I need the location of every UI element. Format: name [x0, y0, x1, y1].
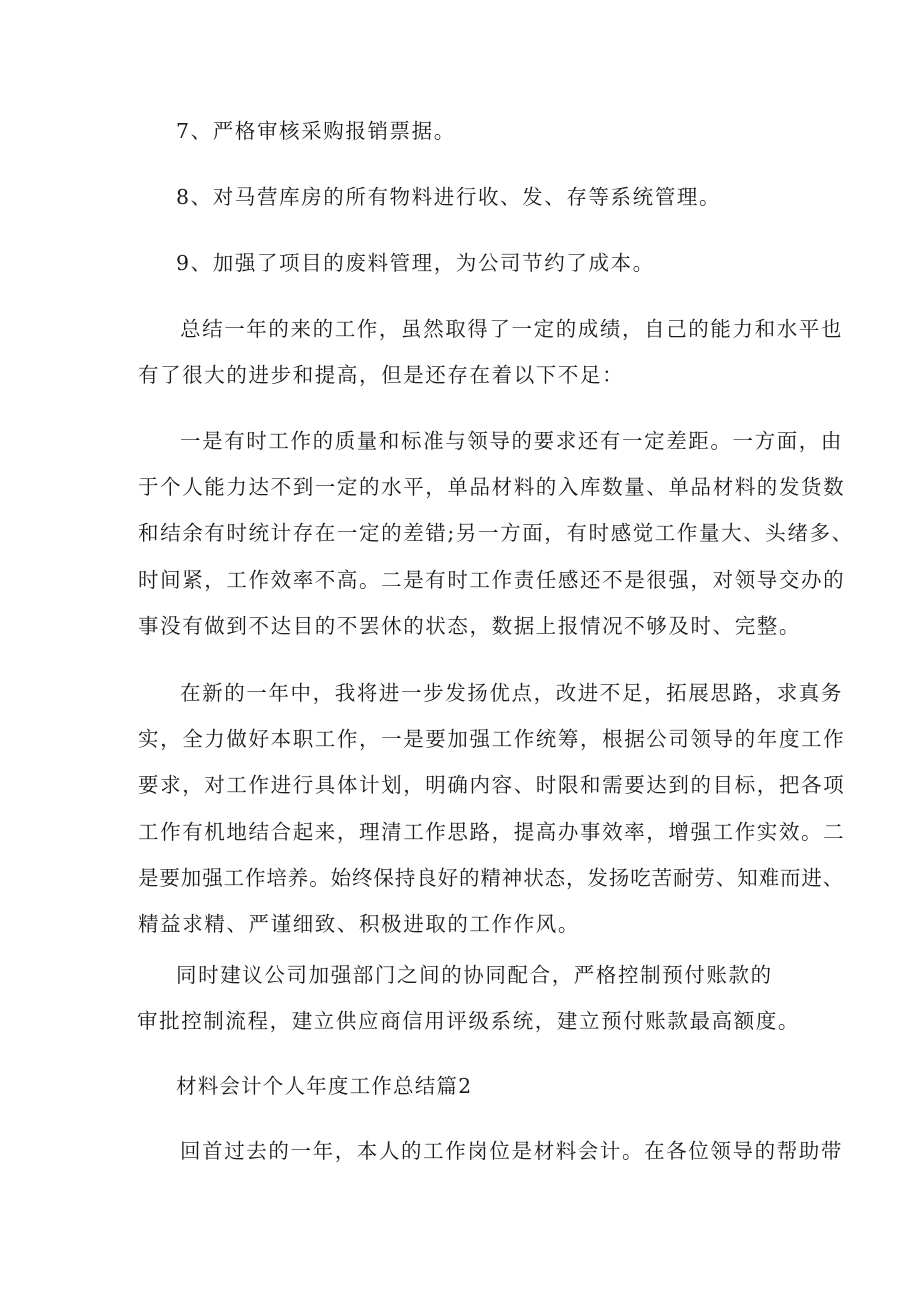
paragraph-shortcomings-line-2: 于个人能力达不到一定的水平，单品材料的入库数量、单品材料的发货数 [138, 475, 846, 499]
paragraph-summary-line-2: 有了很大的进步和提高，但是还存在着以下不足： [138, 363, 625, 387]
paragraph-plan-line-6: 精益求精、严谨细致、积极进取的工作作风。 [138, 912, 580, 936]
paragraph-suggestion-line-1: 同时建议公司加强部门之间的协同配合，严格控制预付账款的 [176, 963, 773, 987]
paragraph-shortcomings-line-5: 事没有做到不达目的不罢休的状态，数据上报情况不够及时、完整。 [138, 614, 801, 638]
paragraph-suggestion-line-2: 审批控制流程，建立供应商信用评级系统，建立预付账款最高额度。 [137, 1009, 800, 1033]
paragraph-review-line-1: 回首过去的一年，本人的工作岗位是材料会计。在各位领导的帮助带 [180, 1139, 843, 1163]
paragraph-shortcomings-line-3: 和结余有时统计存在一定的差错;另一方面，有时感觉工作量大、头绪多、 [138, 521, 854, 545]
list-item-8: 8、对马营库房的所有物料进行收、发、存等系统管理。 [176, 185, 722, 209]
section-heading: 材料会计个人年度工作总结篇2 [176, 1074, 473, 1098]
paragraph-shortcomings-line-1: 一是有时工作的质量和标准与领导的要求还有一定差距。一方面，由 [180, 429, 843, 453]
paragraph-plan-line-5: 是要加强工作培养。始终保持良好的精神状态，发扬吃苦耐劳、知难而进、 [138, 866, 845, 890]
paragraph-plan-line-2: 实，全力做好本职工作，一是要加强工作统筹，根据公司领导的年度工作 [138, 727, 846, 751]
list-item-9: 9、加强了项目的废料管理，为公司节约了成本。 [176, 251, 655, 275]
list-item-7: 7、严格审核采购报销票据。 [176, 119, 456, 143]
paragraph-shortcomings-line-4: 时间紧，工作效率不高。二是有时工作责任感还不是很强，对领导交办的 [138, 568, 846, 592]
paragraph-plan-line-3: 要求，对工作进行具体计划，明确内容、时限和需要达到的目标，把各项 [138, 773, 846, 797]
paragraph-summary-line-1: 总结一年的来的工作，虽然取得了一定的成绩，自己的能力和水平也 [180, 317, 843, 341]
paragraph-plan-line-1: 在新的一年中，我将进一步发扬优点，改进不足，拓展思路，求真务 [180, 681, 843, 705]
paragraph-plan-line-4: 工作有机地结合起来，理清工作思路，提高办事效率，增强工作实效。二 [138, 820, 846, 844]
